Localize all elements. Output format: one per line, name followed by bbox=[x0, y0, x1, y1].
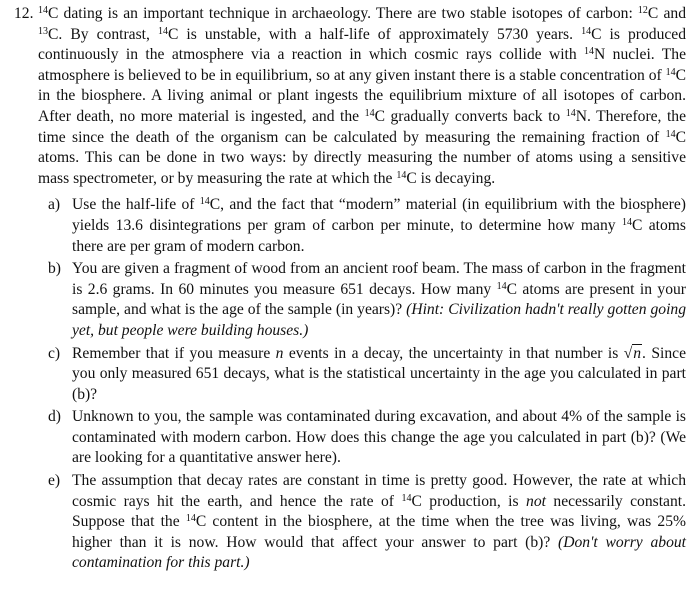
isotope-mass-number: 12 bbox=[637, 5, 648, 16]
element-symbol: C bbox=[406, 169, 417, 187]
text-run: atoms are present in your sample, and what is the age of the sample (in years)? bbox=[72, 280, 686, 319]
isotope-mass-number: 14 bbox=[565, 107, 576, 119]
italic-text-run: (Don't worry about contamination for this part.) bbox=[72, 533, 686, 572]
element-symbol: C bbox=[675, 128, 686, 146]
text-run: atoms. This can be done in two ways: by directly measuring the number of atoms using a sensitive mass spectrometer, or by measuring the rate at which the bbox=[38, 149, 686, 187]
part-label: d) bbox=[48, 408, 61, 426]
problem-12 bbox=[14, 4, 686, 576]
element-symbol: C bbox=[506, 280, 517, 298]
sqrt-expression bbox=[624, 344, 642, 362]
isotope-mass-number: 14 bbox=[401, 492, 412, 504]
element-symbol: C bbox=[374, 107, 385, 125]
element-symbol: C bbox=[48, 25, 59, 43]
isotope-mass-number: 13 bbox=[38, 25, 48, 37]
text-run: . Therefore, the time since the death of the organism can be calculated by measuring the remaining fraction of bbox=[38, 107, 686, 146]
text-run: and bbox=[658, 5, 686, 22]
text-run: in the biosphere. A living animal or plant ingests the equilibrium mixture of all isotopes of carbon. After death, no more material is ingested, and the bbox=[38, 87, 686, 125]
element-symbol: C bbox=[48, 5, 59, 22]
isotope-mass-number: 14 bbox=[199, 196, 210, 208]
italic-text-run: n bbox=[275, 344, 284, 362]
text-run: You are given a fragment of wood from an ancient roof beam. The mass of carbon in the fragment is 2.6 grams. In 60 minutes you measure 651 decays. How many bbox=[72, 260, 686, 298]
problem-number: 12. bbox=[14, 5, 34, 22]
text-run: dating is an important technique in archaeology. There are two stable isotopes of carbon: bbox=[58, 5, 638, 22]
text-run: Use the half-life of bbox=[72, 196, 200, 214]
text-run: necessarily constant. Suppose that the bbox=[72, 492, 686, 531]
text-run: gradually converts back to bbox=[384, 107, 566, 125]
isotope-mass-number: 14 bbox=[584, 46, 595, 58]
element-symbol: C bbox=[647, 5, 659, 22]
problem-parts-list bbox=[14, 195, 686, 574]
isotope-mass-number: 14 bbox=[185, 513, 196, 525]
radical-sign: √ bbox=[623, 344, 633, 362]
italic-text-run: not bbox=[526, 492, 546, 510]
problem-part bbox=[48, 407, 686, 469]
text-run: content in the biosphere, at the time when the tree was living, was 25% higher than it is now. How would that affect your answer to part (b)? bbox=[72, 513, 687, 551]
element-symbol: C bbox=[631, 216, 643, 234]
part-label: a) bbox=[48, 196, 61, 214]
element-symbol: N bbox=[594, 46, 606, 64]
text-run: The assumption that decay rates are constant in time is pretty good. However, the rate at which cosmic rays hit the earth, and hence the rate of bbox=[72, 472, 686, 510]
text-run: . Since you only measured 651 decays, what is the statistical uncertainty in the age you calculated in part (b)? bbox=[72, 344, 686, 403]
text-run: is unstable, with a half-life of approximately 5730 years. bbox=[178, 25, 582, 43]
element-symbol: C bbox=[591, 25, 602, 43]
isotope-mass-number: 14 bbox=[496, 280, 507, 292]
problem-part bbox=[48, 471, 687, 574]
element-symbol: C bbox=[411, 492, 422, 510]
part-label: c) bbox=[48, 344, 61, 362]
isotope-mass-number: 14 bbox=[157, 25, 168, 37]
part-label: e) bbox=[48, 472, 61, 490]
isotope-mass-number: 14 bbox=[396, 169, 407, 181]
problem-part bbox=[48, 259, 686, 341]
isotope-mass-number: 14 bbox=[38, 5, 48, 16]
problem-part bbox=[48, 195, 686, 257]
text-run: atoms there are per gram of modern carbon. bbox=[72, 216, 686, 255]
text-run: production, is bbox=[421, 492, 527, 510]
element-symbol: N bbox=[575, 107, 587, 125]
text-run: is decaying. bbox=[416, 169, 496, 187]
text-run: Unknown to you, the sample was contaminated during excavation, and about 4% of the sample is contaminated with modern carbon. How does this change the age you calculated in part (b)? (We are looking for a quantitative answer here). bbox=[72, 408, 686, 467]
element-symbol: C bbox=[195, 513, 207, 531]
isotope-mass-number: 14 bbox=[665, 66, 676, 78]
problem-part bbox=[48, 344, 686, 406]
text-run: . By contrast, bbox=[58, 25, 158, 43]
isotope-mass-number: 14 bbox=[581, 25, 592, 37]
text-run: events in a decay, the uncertainty in that number is bbox=[283, 344, 624, 362]
element-symbol: C bbox=[675, 66, 686, 84]
problem-intro-paragraph bbox=[38, 4, 686, 189]
italic-text-run: (Hint: Civilization hadn't really gotten going yet, but people were building houses.) bbox=[72, 301, 686, 339]
text-run: nuclei. The atmosphere is believed to be in equilibrium, so at any given instant there is a stable concentration of bbox=[38, 46, 686, 84]
text-run: is produced continuously in the atmosphere via a reaction in which cosmic rays collide with bbox=[38, 25, 686, 64]
radicand: n bbox=[633, 344, 642, 362]
isotope-mass-number: 14 bbox=[665, 128, 676, 140]
isotope-mass-number: 14 bbox=[364, 107, 375, 119]
text-run: Remember that if you measure bbox=[72, 344, 276, 362]
element-symbol: C bbox=[209, 196, 221, 214]
text-run: , and the fact that “modern” material (in equilibrium with the biosphere) yields 13.6 disintegrations per gram of carbon per minute, to determine how many bbox=[72, 196, 686, 234]
element-symbol: C bbox=[167, 25, 179, 43]
part-label: b) bbox=[48, 260, 61, 278]
isotope-mass-number: 14 bbox=[621, 216, 632, 228]
